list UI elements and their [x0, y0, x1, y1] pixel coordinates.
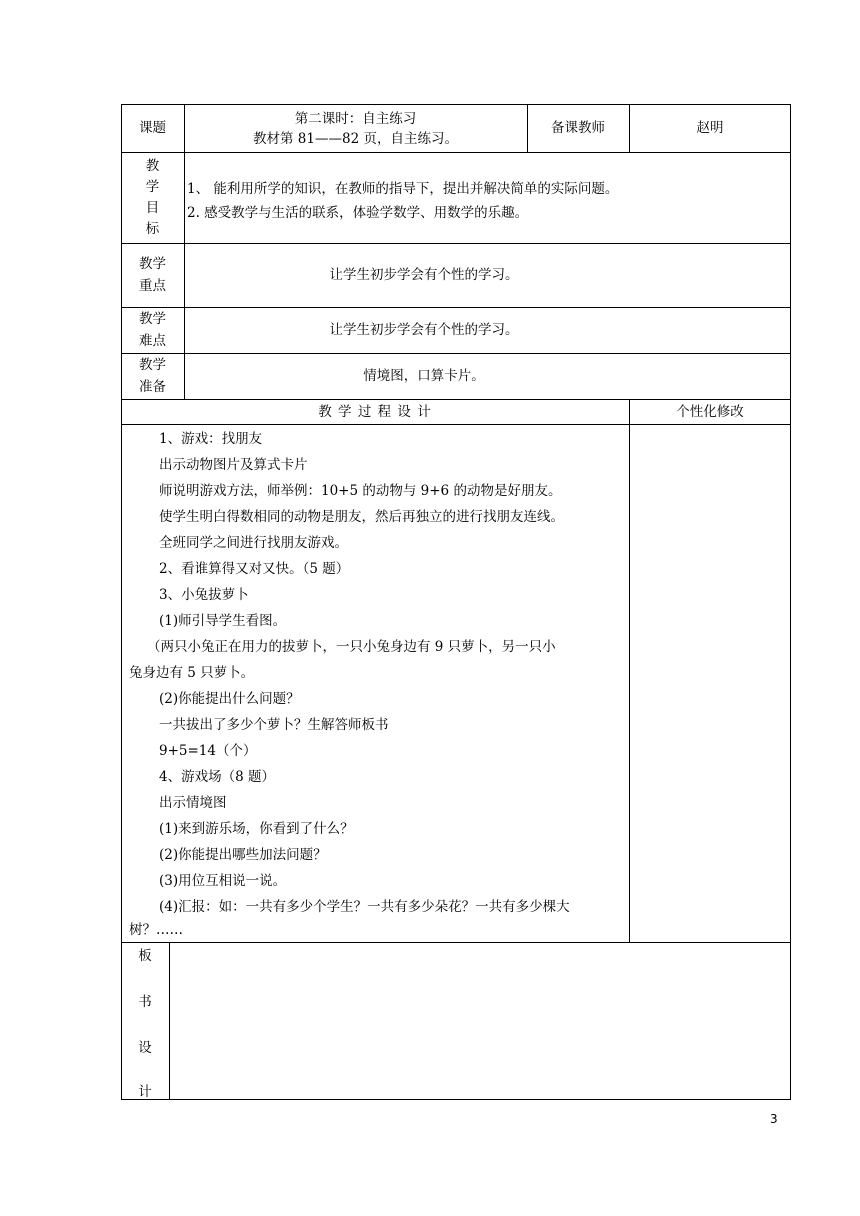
process-line: 1、游戏：找朋友 — [159, 431, 263, 447]
goal-item: 1、 能利用所学的知识，在教师的指导下，提出并解决简单的实际问题。 — [187, 181, 619, 197]
process-line: 兔身边有 5 只萝卜。 — [129, 665, 255, 681]
process-line: (1)来到游乐场，你看到了什么？ — [159, 821, 354, 837]
process-line: (3)用位互相说一说。 — [159, 873, 287, 889]
process-line: 出示情境图 — [159, 795, 227, 811]
process-line: 使学生明白得数相同的动物是朋友，然后再独立的进行找朋友连线。 — [159, 509, 564, 525]
topic-subtitle: 教材第 81——82 页，自主练习。 — [253, 131, 458, 147]
preparation-label: 教学 准备 — [139, 357, 166, 395]
process-line: 出示动物图片及算式卡片 — [159, 457, 308, 473]
process-line: 师说明游戏方法，师举例：10+5 的动物与 9+6 的动物是好朋友。 — [159, 483, 562, 499]
process-line: (1)师引导学生看图。 — [159, 613, 287, 629]
revision-header: 个性化修改 — [676, 403, 744, 420]
process-line: (2)你能提出什么问题？ — [159, 691, 300, 707]
goal-item: 2. 感受教学与生活的联系，体验学数学、用数学的乐趣。 — [187, 205, 529, 221]
topic-title: 第二课时：自主练习 — [294, 111, 417, 127]
goals-label: 教 学 目 标 — [145, 157, 160, 237]
process-line: 全班同学之间进行找朋友游戏。 — [159, 535, 348, 551]
preparation-text: 情境图，口算卡片。 — [363, 368, 485, 384]
teacher-label: 备课教师 — [551, 120, 605, 136]
lesson-plan-table — [121, 104, 791, 1100]
process-line: 2、看谁算得又对又快。（5 题） — [159, 561, 350, 577]
process-line: 4、游戏场（8 题） — [159, 769, 275, 785]
key-points-text: 让学生初步学会有个性的学习。 — [329, 267, 519, 283]
difficulties-label: 教学 难点 — [139, 311, 166, 349]
process-line: 9+5=14（个） — [159, 743, 257, 759]
process-header: 教 学 过 程 设 计 — [318, 403, 432, 420]
board-design-label: 板 书 设 计 — [138, 948, 152, 1100]
goals-list — [187, 177, 618, 225]
process-line: （两只小兔正在用力的拔萝卜，一只小兔身边有 9 只萝卜，另一只小 — [147, 639, 556, 655]
process-line: (2)你能提出哪些加法问题？ — [159, 847, 327, 863]
teacher-name: 赵明 — [696, 120, 724, 136]
key-points-label: 教学 重点 — [139, 256, 166, 294]
difficulties-text: 让学生初步学会有个性的学习。 — [329, 322, 519, 338]
process-line: 3、小兔拔萝卜 — [159, 587, 249, 603]
process-body — [129, 426, 629, 940]
process-line: 树？…… — [129, 922, 183, 938]
page-number: 3 — [770, 1112, 778, 1126]
process-line: (4)汇报：如：一共有多少个学生？一共有多少朵花？一共有多少棵大 — [159, 899, 570, 915]
process-line: 一共拔出了多少个萝卜？生解答师板书 — [159, 717, 389, 733]
topic-label: 课题 — [139, 120, 166, 136]
topic-cell — [184, 106, 527, 152]
